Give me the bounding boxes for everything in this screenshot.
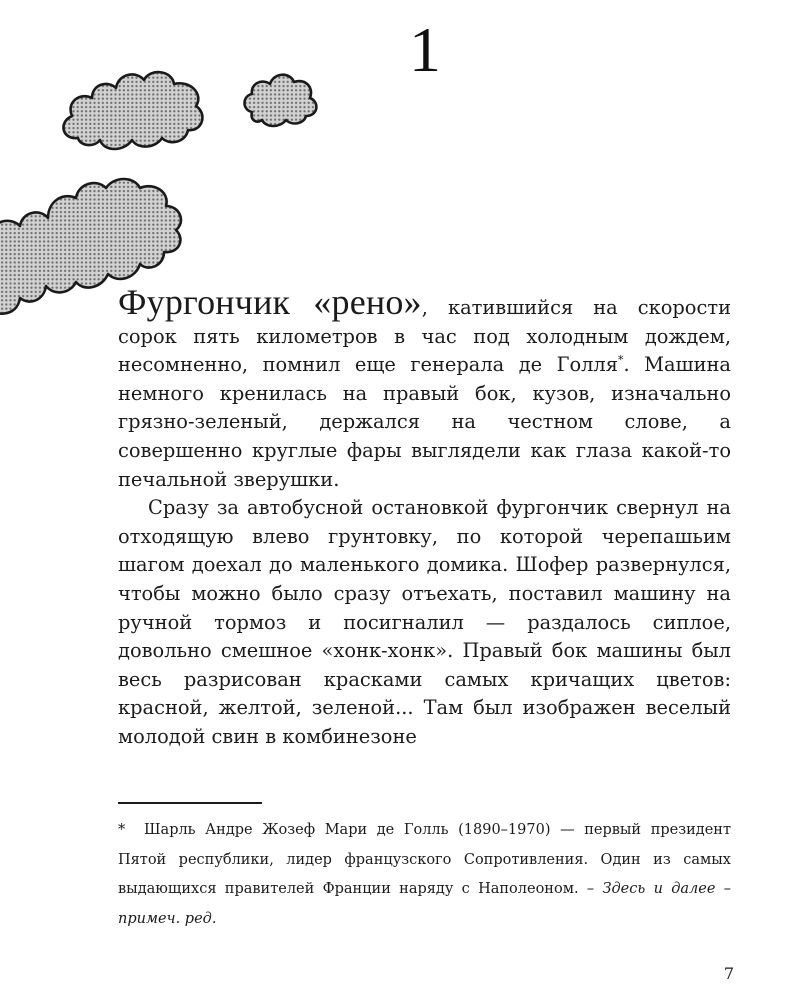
cloud-small bbox=[245, 75, 317, 126]
main-text bbox=[118, 282, 731, 752]
footnote-text: Шарль Андре Жозеф Мари де Голль (1890–1970) — первый президент Пятой республики, лидер французского Сопротивления. Один из самых выдающихся правителей Франции наряду с Наполеоном. – bbox=[118, 822, 731, 897]
footnote-marker: * bbox=[118, 822, 126, 838]
footnote-divider bbox=[118, 802, 262, 804]
paragraph-1-text-a: , катившийся на скорости сорок пять километров в час под холодным дождем, несомненно, помнил еще генерала де Голля bbox=[118, 296, 731, 377]
footnote-reference[interactable]: * bbox=[618, 353, 624, 367]
editor-note: Здесь и далее – примеч. ред. bbox=[118, 881, 732, 927]
paragraph-1 bbox=[118, 282, 731, 494]
lead-words: Фургончик «рено» bbox=[118, 282, 422, 322]
chapter-number: 1 bbox=[409, 14, 441, 85]
paragraph-1-text-b: . Машина немного кренилась на правый бок, кузов, изначально грязно-зеленый, держался на честном слове, а совершенно круглые фары выглядели как глаза какой-то печальной зверушки. bbox=[118, 353, 731, 491]
cloud-top-left bbox=[63, 72, 202, 149]
footnote bbox=[118, 816, 731, 934]
paragraph-2: Сразу за автобусной остановкой фургончик свернул на отходящую влево грунтовку, по которой черепашьим шагом доехал до маленького домика. Шофер развернулся, чтобы можно было сразу отъехать, поставил машину на ручной тормоз и посигналил — раздалось сиплое, довольно смешное «хонк-хонк». Правый бок машины был весь разрисован красками самых кричащих цветов: красной, желтой, зеленой... Там был изображен веселый молодой свин в комбинезоне bbox=[118, 496, 731, 748]
page-number: 7 bbox=[723, 964, 734, 983]
